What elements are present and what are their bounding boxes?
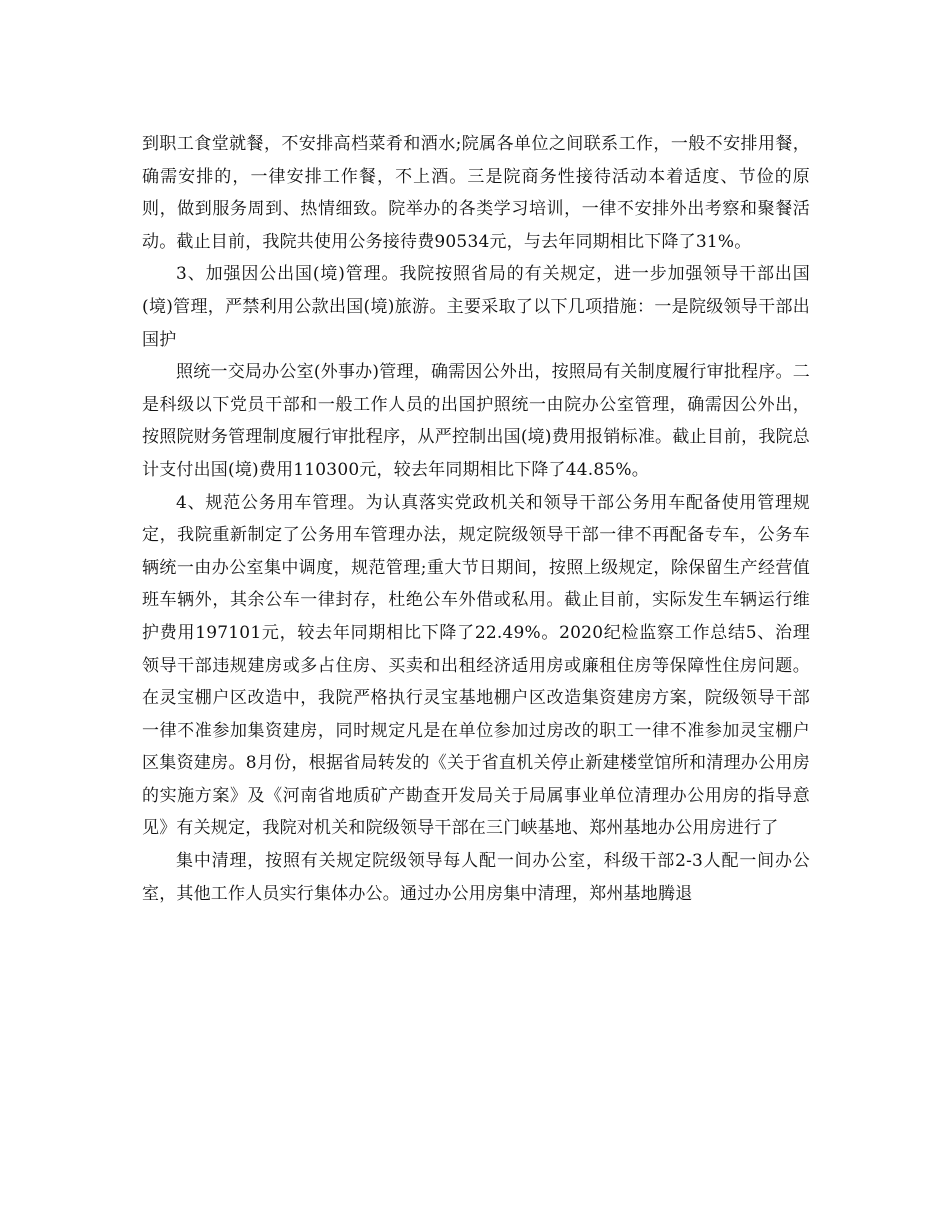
paragraph-office-space: 集中清理，按照有关规定院级领导每人配一间办公室，科级干部2-3人配一间办公室，其他工作人员实行集体办公。通过办公用房集中清理，郑州基地腾退 — [142, 851, 810, 904]
paragraph-overseas-travel: 3、加强因公出国(境)管理。我院按照省局的有关规定，进一步加强领导干部出国(境)管理，严禁利用公款出国(境)旅游。主要采取了以下几项措施：一是院级领导干部出国护 — [142, 264, 810, 350]
paragraph-official-vehicles: 4、规范公务用车管理。为认真落实党政机关和领导干部公务用车配备使用管理规定，我院重新制定了公务用车管理办法，规定院级领导干部一律不再配备专车，公务车辆统一由办公室集中调度，规范管理;重大节日期间，按照上级规定，除保留生产经营值班车辆外，其余公车一律封存，杜绝公车外借或私用。截止目前，实际发生车辆运行维护费用197101元，较去年同期相比下降了22.49%。2020纪检监察工作总结5、治理领导干部违规建房或多占住房、买卖和出租经济适用房或廉租住房等保障性住房问题。在灵宝棚户区改造中，我院严格执行灵宝基地棚户区改造集资建房方案，院级领导干部一律不准参加集资建房，同时规定凡是在单位参加过房改的职工一律不准参加灵宝棚户区集资建房。8月份，根据省局转发的《关于省直机关停止新建楼堂馆所和清理办公用房的实施方案》及《河南省地质矿产勘查开发局关于局属事业单位清理办公用房的指导意见》有关规定，我院对机关和院级领导干部在三门峡基地、郑州基地办公用房进行了 — [142, 492, 810, 839]
paragraph-reception-expenses: 到职工食堂就餐，不安排高档菜肴和酒水;院属各单位之间联系工作，一般不安排用餐，确需安排的，一律安排工作餐，不上酒。三是院商务性接待活动本着适度、节俭的原则，做到服务周到、热情细致。院举办的各类学习培训，一律不安排外出考察和聚餐活动。截止目前，我院共使用公务接待费90534元，与去年同期相比下降了31%。 — [142, 134, 810, 252]
document-body — [142, 128, 810, 910]
paragraph-passport-management: 照统一交局办公室(外事办)管理，确需因公外出，按照局有关制度履行审批程序。二是科级以下党员干部和一般工作人员的出国护照统一由院办公室管理，确需因公外出，按照院财务管理制度履行审批程序，从严控制出国(境)费用报销标准。截止目前，我院总计支付出国(境)费用110300元，较去年同期相比下降了44.85%。 — [142, 362, 810, 480]
